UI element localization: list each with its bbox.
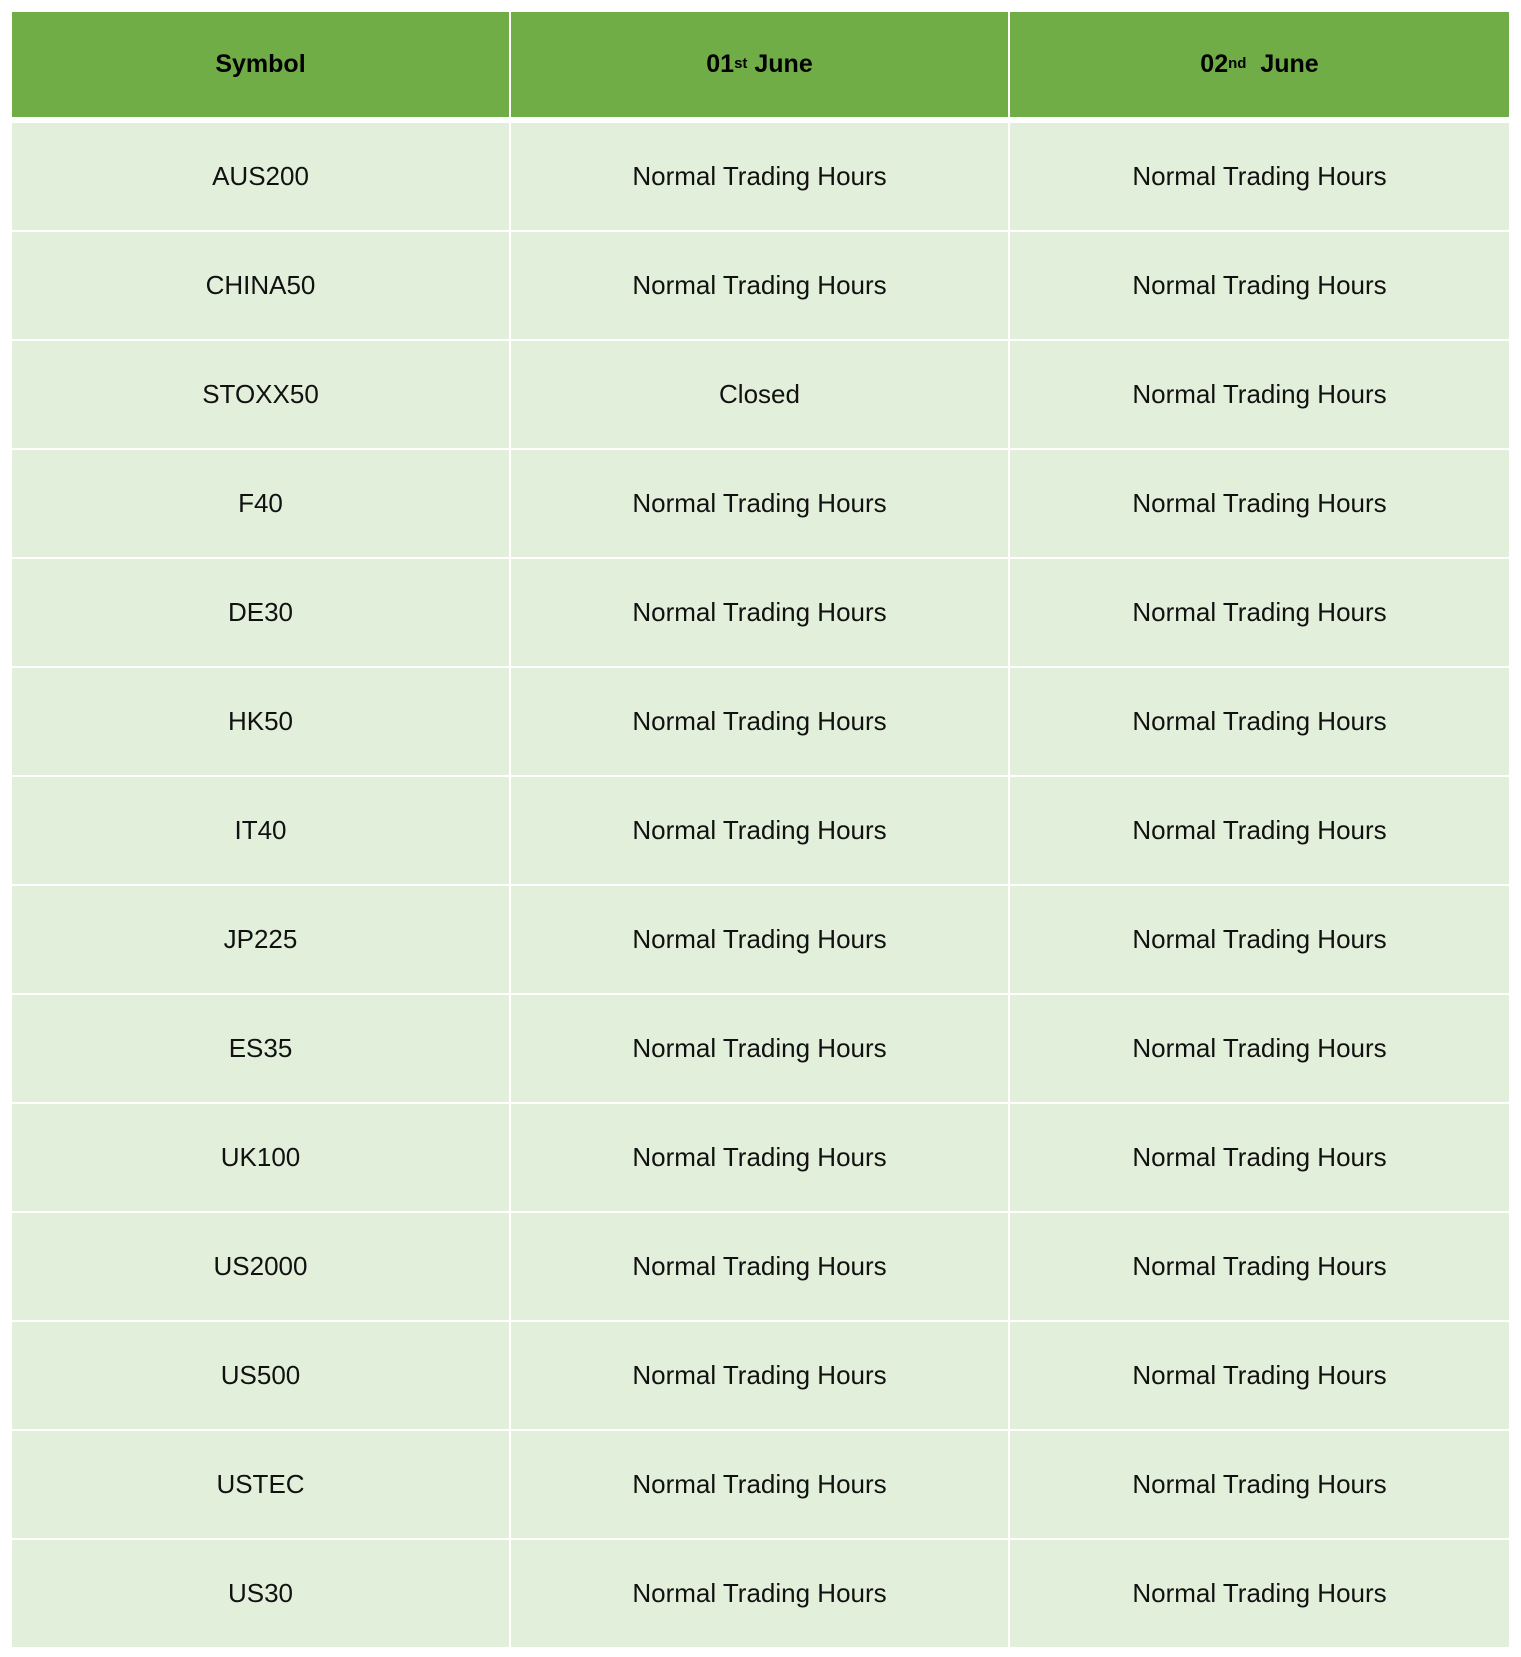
- day1-status-cell: Normal Trading Hours: [510, 1539, 1009, 1648]
- day2-status-cell: Normal Trading Hours: [1009, 1539, 1509, 1648]
- table-row: [12, 1212, 1509, 1321]
- day1-status-cell: Normal Trading Hours: [510, 449, 1009, 558]
- table-row: [12, 885, 1509, 994]
- table-row: [12, 340, 1509, 449]
- day1-month: June: [754, 50, 813, 78]
- day2-status-cell: Normal Trading Hours: [1009, 231, 1509, 340]
- symbol-cell: F40: [12, 449, 510, 558]
- day1-status-cell: Normal Trading Hours: [510, 231, 1009, 340]
- symbol-cell: DE30: [12, 558, 510, 667]
- day2-number: 02: [1200, 50, 1229, 78]
- table-row: [12, 1430, 1509, 1539]
- table-row: [12, 776, 1509, 885]
- day2-status-cell: Normal Trading Hours: [1009, 885, 1509, 994]
- table-row: [12, 1321, 1509, 1430]
- symbol-cell: STOXX50: [12, 340, 510, 449]
- day1-suffix: st: [734, 55, 748, 72]
- day1-status-cell: Normal Trading Hours: [510, 1212, 1009, 1321]
- day2-status-cell: Normal Trading Hours: [1009, 558, 1509, 667]
- day2-status-cell: Normal Trading Hours: [1009, 340, 1509, 449]
- day1-status-cell: Normal Trading Hours: [510, 885, 1009, 994]
- day2-status-cell: Normal Trading Hours: [1009, 776, 1509, 885]
- day1-status-cell: Normal Trading Hours: [510, 776, 1009, 885]
- symbol-cell: CHINA50: [12, 231, 510, 340]
- column-header-symbol: [12, 12, 510, 120]
- symbol-cell: US500: [12, 1321, 510, 1430]
- symbol-cell: ES35: [12, 994, 510, 1103]
- day1-status-cell: Normal Trading Hours: [510, 1321, 1009, 1430]
- day2-status-cell: Normal Trading Hours: [1009, 667, 1509, 776]
- column-header-symbol-label: Symbol: [215, 50, 306, 78]
- day1-status-cell: Normal Trading Hours: [510, 120, 1009, 231]
- column-header-day1: [510, 12, 1009, 120]
- symbol-cell: AUS200: [12, 120, 510, 231]
- day1-status-cell: Normal Trading Hours: [510, 1430, 1009, 1539]
- column-header-day2: [1009, 12, 1509, 120]
- day2-status-cell: Normal Trading Hours: [1009, 1103, 1509, 1212]
- symbol-cell: UK100: [12, 1103, 510, 1212]
- day2-status-cell: Normal Trading Hours: [1009, 1321, 1509, 1430]
- symbol-cell: US30: [12, 1539, 510, 1648]
- table-row: [12, 231, 1509, 340]
- symbol-cell: HK50: [12, 667, 510, 776]
- day1-status-cell: Normal Trading Hours: [510, 667, 1009, 776]
- day2-month: June: [1260, 50, 1319, 78]
- day1-number: 01: [706, 50, 735, 78]
- day2-status-cell: Normal Trading Hours: [1009, 1212, 1509, 1321]
- table-row: [12, 1103, 1509, 1212]
- table-body: [12, 120, 1509, 1648]
- day1-status-cell: Normal Trading Hours: [510, 994, 1009, 1103]
- day1-status-cell: Normal Trading Hours: [510, 1103, 1009, 1212]
- symbol-cell: USTEC: [12, 1430, 510, 1539]
- day1-status-cell: Normal Trading Hours: [510, 558, 1009, 667]
- symbol-cell: IT40: [12, 776, 510, 885]
- day2-status-cell: Normal Trading Hours: [1009, 994, 1509, 1103]
- day1-status-cell: Closed: [510, 340, 1009, 449]
- table-header: [12, 12, 1509, 120]
- table-row: [12, 667, 1509, 776]
- table-row: [12, 1539, 1509, 1648]
- trading-hours-table: [12, 12, 1509, 1649]
- header-row: [12, 12, 1509, 120]
- day2-suffix: nd: [1228, 55, 1247, 72]
- day2-status-cell: Normal Trading Hours: [1009, 449, 1509, 558]
- table-row: [12, 449, 1509, 558]
- day2-status-cell: Normal Trading Hours: [1009, 1430, 1509, 1539]
- table-row: [12, 994, 1509, 1103]
- symbol-cell: US2000: [12, 1212, 510, 1321]
- symbol-cell: JP225: [12, 885, 510, 994]
- table-row: [12, 120, 1509, 231]
- table-row: [12, 558, 1509, 667]
- day2-status-cell: Normal Trading Hours: [1009, 120, 1509, 231]
